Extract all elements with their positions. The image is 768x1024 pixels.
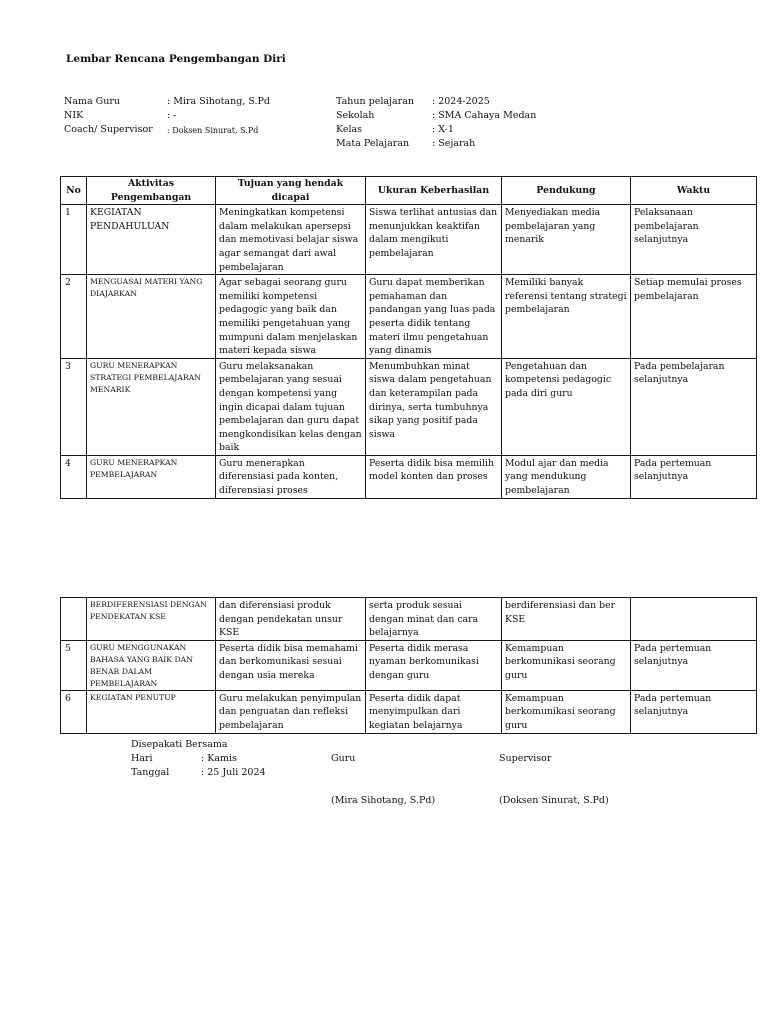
agreed-together-label: Disepakati Bersama [131, 739, 228, 750]
column-header-time: Waktu [631, 177, 757, 205]
coach-label: Coach/ Supervisor [64, 124, 153, 135]
column-header-support: Pendukung [502, 177, 631, 205]
teacher-name-value: : Mira Sihotang, S.Pd [167, 96, 270, 107]
table-header-row [61, 177, 757, 205]
row-goal: Guru melakukan penyimpulan dan penguatan dan refleksi pembelajaran [216, 690, 366, 733]
teacher-name-label: Nama Guru [64, 96, 121, 107]
subject-label: Mata Pelajaran [336, 138, 410, 149]
row-number: 1 [61, 205, 87, 275]
row-support: Modul ajar dan media yang mendukung pembelajaran [502, 455, 631, 498]
row-time: Pada pertemuan selanjutnya [631, 455, 757, 498]
row-support: Memiliki banyak referensi tentang strategi pembelajaran [502, 275, 631, 359]
row-time: Pelaksanaan pembelajaran selanjutnya [631, 205, 757, 275]
row-support: Menyediakan media pembelajaran yang menarik [502, 205, 631, 275]
table-row [61, 205, 757, 275]
row-activity: KEGIATAN PENDAHULUAN [87, 205, 216, 275]
school-label: Sekolah [336, 110, 375, 121]
table-row [61, 358, 757, 455]
supervisor-signature-label: Supervisor [499, 753, 552, 764]
nik-value: : - [167, 110, 177, 121]
subject-value: : Sejarah [432, 138, 476, 149]
row-support: Kemampuan berkomunikasi seorang guru [502, 640, 631, 690]
school-year-value: : 2024-2025 [432, 96, 490, 107]
day-value: : Kamis [201, 753, 237, 764]
row-goal: Peserta didik bisa memahami dan berkomunikasi sesuai dengan usia mereka [216, 640, 366, 690]
row-success-measure: Peserta didik dapat menyimpulkan dari kegiatan belajarnya [366, 690, 502, 733]
day-label: Hari [131, 753, 153, 764]
document-title: Lembar Rencana Pengembangan Diri [66, 53, 286, 65]
table-row [61, 690, 757, 733]
row-success-measure: Menumbuhkan minat siswa dalam pengetahuan dan keterampilan pada dirinya, serta tumbuhnya sikap yang positif pada siswa [366, 358, 502, 455]
development-plan-table [60, 176, 757, 499]
row-activity: GURU MENGGUNAKAN BAHASA YANG BAIK DAN BENAR DALAM PEMBELAJARAN [87, 640, 216, 690]
row-goal: Meningkatkan kompetensi dalam melakukan apersepsi dan memotivasi belajar siswa agar semangat dari awal pembelajaran [216, 205, 366, 275]
development-plan-table-continued [60, 597, 757, 734]
row-success-measure: serta produk sesuai dengan minat dan cara belajarnya [366, 598, 502, 641]
row-support: Kemampuan berkomunikasi seorang guru [502, 690, 631, 733]
school-value: : SMA Cahaya Medan [432, 110, 537, 121]
row-time [631, 598, 757, 641]
coach-value: : Doksen Sinurat, S.Pd [167, 126, 259, 135]
row-number: 6 [61, 690, 87, 733]
row-goal: dan diferensiasi produk dengan pendekatan unsur KSE [216, 598, 366, 641]
class-label: Kelas [336, 124, 363, 135]
teacher-signature-name: (Mira Sihotang, S.Pd) [331, 795, 436, 806]
table-row [61, 640, 757, 690]
row-goal: Guru menerapkan diferensiasi pada konten, diferensiasi proses [216, 455, 366, 498]
teacher-signature-label: Guru [331, 753, 356, 764]
school-year-label: Tahun pelajaran [336, 96, 414, 107]
row-time: Pada pertemuan selanjutnya [631, 640, 757, 690]
table-row [61, 275, 757, 359]
row-activity: KEGIATAN PENUTUP [87, 690, 216, 733]
row-support: Pengetahuan dan kompetensi pedagogic pada diri guru [502, 358, 631, 455]
row-activity: GURU MENERAPKAN STRATEGI PEMBELAJARAN MENARIK [87, 358, 216, 455]
row-support: berdiferensiasi dan ber KSE [502, 598, 631, 641]
row-success-measure: Peserta didik merasa nyaman berkomunikasi dengan guru [366, 640, 502, 690]
row-number: 2 [61, 275, 87, 359]
row-number [61, 598, 87, 641]
row-activity: BERDIFERENSIASI DENGAN PENDEKATAN KSE [87, 598, 216, 641]
nik-label: NIK [64, 110, 84, 121]
row-goal: Agar sebagai seorang guru memiliki kompetensi pedagogic yang baik dan memiliki pengetahuan yang mumpuni dalam menjelaskan materi kepada siswa [216, 275, 366, 359]
date-value: : 25 Juli 2024 [201, 767, 266, 778]
row-time: Pada pertemuan selanjutnya [631, 690, 757, 733]
column-header-activity: Aktivitas Pengembangan [87, 177, 216, 205]
row-activity: MENGUASAI MATERI YANG DIAJARKAN [87, 275, 216, 359]
column-header-no: No [61, 177, 87, 205]
row-success-measure: Peserta didik bisa memilih model konten dan proses [366, 455, 502, 498]
supervisor-signature-name: (Doksen Sinurat, S.Pd) [499, 795, 609, 806]
row-time: Setiap memulai proses pembelajaran [631, 275, 757, 359]
date-label: Tanggal [131, 767, 170, 778]
row-number: 4 [61, 455, 87, 498]
row-time: Pada pembelajaran selanjutnya [631, 358, 757, 455]
class-value: : X-1 [432, 124, 454, 135]
row-number: 5 [61, 640, 87, 690]
row-goal: Guru melaksanakan pembelajaran yang sesuai dengan kompetensi yang ingin dicapai dalam tujuan pembelajaran dan guru dapat mengkondisikan kelas dengan baik [216, 358, 366, 455]
row-number: 3 [61, 358, 87, 455]
column-header-goal: Tujuan yang hendak dicapai [216, 177, 366, 205]
row-success-measure: Siswa terlihat antusias dan menunjukkan keaktifan dalam mengikuti pembelajaran [366, 205, 502, 275]
column-header-success-measure: Ukuran Keberhasilan [366, 177, 502, 205]
row-activity: GURU MENERAPKAN PEMBELAJARAN [87, 455, 216, 498]
row-success-measure: Guru dapat memberikan pemahaman dan pandangan yang luas pada peserta didik tentang materi ilmu pengetahuan yang dinamis [366, 275, 502, 359]
table-row [61, 455, 757, 498]
table-row [61, 598, 757, 641]
